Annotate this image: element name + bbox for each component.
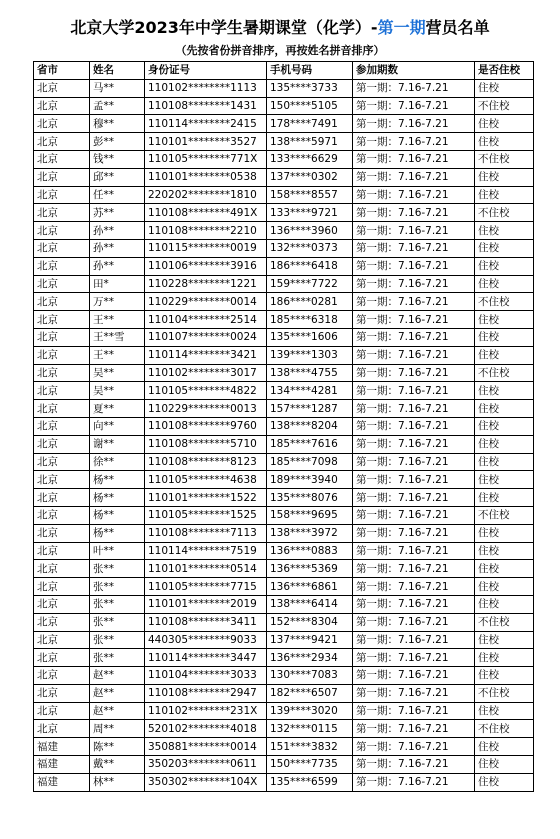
cell-province: 北京 [34, 133, 90, 151]
cell-boarding: 住校 [475, 453, 534, 471]
cell-session: 第一期：7.16-7.21 [353, 649, 475, 667]
table-row [34, 453, 534, 471]
cell-province: 北京 [34, 328, 90, 346]
cell-boarding: 住校 [475, 560, 534, 578]
cell-session: 第一期：7.16-7.21 [353, 773, 475, 791]
table-row [34, 506, 534, 524]
roster-table [33, 61, 534, 792]
table-body [34, 79, 534, 791]
cell-id-number: 110108********1431 [145, 97, 267, 115]
cell-session: 第一期：7.16-7.21 [353, 489, 475, 507]
table-row [34, 346, 534, 364]
cell-boarding: 住校 [475, 168, 534, 186]
cell-name: 田* [90, 275, 145, 293]
cell-name: 万** [90, 293, 145, 311]
cell-province: 北京 [34, 400, 90, 418]
cell-phone: 189****3940 [267, 471, 353, 489]
cell-province: 北京 [34, 506, 90, 524]
cell-boarding: 不住校 [475, 97, 534, 115]
cell-province: 北京 [34, 79, 90, 97]
table-row [34, 293, 534, 311]
cell-id-number: 110101********1522 [145, 489, 267, 507]
cell-name: 谢** [90, 435, 145, 453]
table-header-row [34, 62, 534, 80]
cell-phone: 134****4281 [267, 382, 353, 400]
cell-name: 王** [90, 346, 145, 364]
cell-session: 第一期：7.16-7.21 [353, 595, 475, 613]
cell-session: 第一期：7.16-7.21 [353, 667, 475, 685]
cell-province: 福建 [34, 756, 90, 774]
cell-province: 北京 [34, 346, 90, 364]
cell-phone: 132****0115 [267, 720, 353, 738]
cell-id-number: 110114********3421 [145, 346, 267, 364]
cell-id-number: 110114********3447 [145, 649, 267, 667]
cell-id-number: 110108********5710 [145, 435, 267, 453]
cell-id-number: 110107********0024 [145, 328, 267, 346]
cell-name: 杨** [90, 489, 145, 507]
cell-boarding: 住校 [475, 595, 534, 613]
cell-phone: 152****8304 [267, 613, 353, 631]
cell-id-number: 110101********0538 [145, 168, 267, 186]
cell-boarding: 住校 [475, 756, 534, 774]
table-row [34, 720, 534, 738]
cell-session: 第一期：7.16-7.21 [353, 542, 475, 560]
cell-name: 孙** [90, 222, 145, 240]
cell-session: 第一期：7.16-7.21 [353, 417, 475, 435]
table-row [34, 239, 534, 257]
cell-name: 林** [90, 773, 145, 791]
cell-name: 赵** [90, 702, 145, 720]
cell-name: 苏** [90, 204, 145, 222]
cell-id-number: 110106********3916 [145, 257, 267, 275]
cell-session: 第一期：7.16-7.21 [353, 239, 475, 257]
cell-boarding: 住校 [475, 257, 534, 275]
cell-id-number: 110115********0019 [145, 239, 267, 257]
table-row [34, 382, 534, 400]
cell-session: 第一期：7.16-7.21 [353, 293, 475, 311]
cell-session: 第一期：7.16-7.21 [353, 79, 475, 97]
cell-phone: 138****8204 [267, 417, 353, 435]
cell-boarding: 不住校 [475, 364, 534, 382]
cell-phone: 150****5105 [267, 97, 353, 115]
table-row [34, 756, 534, 774]
table-row [34, 595, 534, 613]
cell-session: 第一期：7.16-7.21 [353, 524, 475, 542]
cell-boarding: 住校 [475, 328, 534, 346]
cell-phone: 136****3960 [267, 222, 353, 240]
cell-boarding: 住校 [475, 133, 534, 151]
cell-session: 第一期：7.16-7.21 [353, 222, 475, 240]
cell-boarding: 住校 [475, 773, 534, 791]
cell-name: 张** [90, 578, 145, 596]
table-row [34, 133, 534, 151]
cell-name: 赵** [90, 667, 145, 685]
cell-id-number: 110229********0014 [145, 293, 267, 311]
cell-id-number: 110108********7113 [145, 524, 267, 542]
document-subtitle: （先按省份拼音排序，再按姓名拼音排序） [175, 44, 385, 57]
cell-id-number: 520102********4018 [145, 720, 267, 738]
document-page [0, 16, 560, 792]
cell-province: 福建 [34, 738, 90, 756]
cell-phone: 185****7098 [267, 453, 353, 471]
cell-phone: 159****7722 [267, 275, 353, 293]
cell-province: 北京 [34, 489, 90, 507]
cell-boarding: 不住校 [475, 293, 534, 311]
cell-name: 陈** [90, 738, 145, 756]
cell-province: 北京 [34, 222, 90, 240]
cell-phone: 151****3832 [267, 738, 353, 756]
cell-province: 北京 [34, 649, 90, 667]
cell-boarding: 住校 [475, 435, 534, 453]
table-row [34, 328, 534, 346]
table-row [34, 631, 534, 649]
cell-id-number: 110228********1221 [145, 275, 267, 293]
header-province: 省市 [34, 62, 90, 80]
cell-province: 北京 [34, 364, 90, 382]
cell-name: 孙** [90, 239, 145, 257]
cell-id-number: 110102********231X [145, 702, 267, 720]
cell-province: 北京 [34, 115, 90, 133]
table-row [34, 578, 534, 596]
cell-boarding: 住校 [475, 79, 534, 97]
table-row [34, 773, 534, 791]
cell-id-number: 110102********3017 [145, 364, 267, 382]
cell-boarding: 住校 [475, 489, 534, 507]
cell-phone: 135****3733 [267, 79, 353, 97]
cell-boarding: 住校 [475, 471, 534, 489]
cell-boarding: 不住校 [475, 684, 534, 702]
header-boarding: 是否住校 [475, 62, 534, 80]
cell-session: 第一期：7.16-7.21 [353, 756, 475, 774]
cell-session: 第一期：7.16-7.21 [353, 346, 475, 364]
cell-province: 北京 [34, 631, 90, 649]
cell-boarding: 住校 [475, 275, 534, 293]
cell-phone: 133****6629 [267, 150, 353, 168]
cell-session: 第一期：7.16-7.21 [353, 578, 475, 596]
cell-phone: 136****0883 [267, 542, 353, 560]
cell-session: 第一期：7.16-7.21 [353, 471, 475, 489]
cell-boarding: 住校 [475, 649, 534, 667]
cell-session: 第一期：7.16-7.21 [353, 328, 475, 346]
table-row [34, 613, 534, 631]
cell-id-number: 350881********0014 [145, 738, 267, 756]
cell-name: 叶** [90, 542, 145, 560]
cell-boarding: 住校 [475, 738, 534, 756]
cell-session: 第一期：7.16-7.21 [353, 311, 475, 329]
cell-province: 北京 [34, 684, 90, 702]
cell-session: 第一期：7.16-7.21 [353, 738, 475, 756]
cell-name: 张** [90, 595, 145, 613]
table-row [34, 738, 534, 756]
cell-province: 北京 [34, 471, 90, 489]
cell-phone: 136****6861 [267, 578, 353, 596]
cell-session: 第一期：7.16-7.21 [353, 720, 475, 738]
cell-province: 北京 [34, 311, 90, 329]
cell-phone: 137****9421 [267, 631, 353, 649]
cell-province: 北京 [34, 204, 90, 222]
cell-boarding: 住校 [475, 667, 534, 685]
cell-province: 北京 [34, 560, 90, 578]
cell-session: 第一期：7.16-7.21 [353, 364, 475, 382]
cell-phone: 139****3020 [267, 702, 353, 720]
cell-name: 徐** [90, 453, 145, 471]
cell-phone: 186****0281 [267, 293, 353, 311]
cell-id-number: 110108********9760 [145, 417, 267, 435]
cell-boarding: 住校 [475, 702, 534, 720]
cell-name: 孙** [90, 257, 145, 275]
cell-id-number: 440305********9033 [145, 631, 267, 649]
cell-province: 北京 [34, 168, 90, 186]
cell-phone: 182****6507 [267, 684, 353, 702]
cell-name: 张** [90, 649, 145, 667]
table-row [34, 115, 534, 133]
cell-name: 邱** [90, 168, 145, 186]
cell-boarding: 不住校 [475, 720, 534, 738]
cell-id-number: 110105********4822 [145, 382, 267, 400]
title-suffix: 营员名单 [425, 18, 490, 37]
cell-session: 第一期：7.16-7.21 [353, 684, 475, 702]
table-row [34, 489, 534, 507]
document-title [0, 16, 560, 40]
cell-province: 北京 [34, 275, 90, 293]
title-prefix: 北京大学2023年中学生暑期课堂（化学）- [70, 18, 378, 37]
cell-name: 王**雪 [90, 328, 145, 346]
cell-boarding: 住校 [475, 417, 534, 435]
cell-session: 第一期：7.16-7.21 [353, 382, 475, 400]
cell-session: 第一期：7.16-7.21 [353, 204, 475, 222]
header-phone: 手机号码 [267, 62, 353, 80]
cell-name: 任** [90, 186, 145, 204]
cell-id-number: 110114********7519 [145, 542, 267, 560]
cell-session: 第一期：7.16-7.21 [353, 560, 475, 578]
table-row [34, 168, 534, 186]
cell-boarding: 不住校 [475, 150, 534, 168]
cell-id-number: 350302********104X [145, 773, 267, 791]
cell-boarding: 不住校 [475, 204, 534, 222]
cell-phone: 138****3972 [267, 524, 353, 542]
cell-boarding: 住校 [475, 186, 534, 204]
cell-province: 北京 [34, 613, 90, 631]
cell-province: 北京 [34, 239, 90, 257]
table-row [34, 649, 534, 667]
cell-province: 北京 [34, 667, 90, 685]
cell-name: 张** [90, 631, 145, 649]
table-row [34, 400, 534, 418]
cell-id-number: 110108********3411 [145, 613, 267, 631]
cell-name: 王** [90, 311, 145, 329]
cell-id-number: 110105********7715 [145, 578, 267, 596]
table-row [34, 150, 534, 168]
table-row [34, 702, 534, 720]
cell-province: 福建 [34, 773, 90, 791]
cell-province: 北京 [34, 702, 90, 720]
cell-id-number: 110105********4638 [145, 471, 267, 489]
cell-name: 穆** [90, 115, 145, 133]
cell-id-number: 110108********491X [145, 204, 267, 222]
header-id-number: 身份证号 [145, 62, 267, 80]
table-row [34, 667, 534, 685]
cell-session: 第一期：7.16-7.21 [353, 435, 475, 453]
title-highlight-session: 第一期 [377, 18, 426, 37]
cell-id-number: 110101********2019 [145, 595, 267, 613]
cell-id-number: 110104********2514 [145, 311, 267, 329]
cell-name: 夏** [90, 400, 145, 418]
cell-boarding: 不住校 [475, 506, 534, 524]
cell-phone: 158****9695 [267, 506, 353, 524]
cell-phone: 138****5971 [267, 133, 353, 151]
cell-id-number: 110105********1525 [145, 506, 267, 524]
cell-phone: 137****0302 [267, 168, 353, 186]
cell-province: 北京 [34, 453, 90, 471]
cell-session: 第一期：7.16-7.21 [353, 400, 475, 418]
table-row [34, 79, 534, 97]
table-row [34, 417, 534, 435]
table-row [34, 311, 534, 329]
cell-phone: 135****8076 [267, 489, 353, 507]
table-row [34, 257, 534, 275]
cell-session: 第一期：7.16-7.21 [353, 115, 475, 133]
cell-id-number: 110108********2210 [145, 222, 267, 240]
table-row [34, 542, 534, 560]
cell-id-number: 110114********2415 [145, 115, 267, 133]
cell-id-number: 110105********771X [145, 150, 267, 168]
table-row [34, 560, 534, 578]
cell-id-number: 110229********0013 [145, 400, 267, 418]
cell-province: 北京 [34, 435, 90, 453]
cell-phone: 136****2934 [267, 649, 353, 667]
cell-phone: 185****7616 [267, 435, 353, 453]
cell-phone: 157****1287 [267, 400, 353, 418]
cell-phone: 132****0373 [267, 239, 353, 257]
cell-province: 北京 [34, 720, 90, 738]
cell-phone: 185****6318 [267, 311, 353, 329]
cell-id-number: 110102********1113 [145, 79, 267, 97]
table-row [34, 471, 534, 489]
cell-phone: 139****1303 [267, 346, 353, 364]
cell-session: 第一期：7.16-7.21 [353, 150, 475, 168]
cell-province: 北京 [34, 382, 90, 400]
table-row [34, 435, 534, 453]
cell-phone: 130****7083 [267, 667, 353, 685]
cell-boarding: 住校 [475, 631, 534, 649]
cell-session: 第一期：7.16-7.21 [353, 702, 475, 720]
cell-id-number: 350203********0611 [145, 756, 267, 774]
cell-province: 北京 [34, 524, 90, 542]
cell-session: 第一期：7.16-7.21 [353, 631, 475, 649]
cell-boarding: 住校 [475, 239, 534, 257]
cell-name: 向** [90, 417, 145, 435]
cell-name: 钱** [90, 150, 145, 168]
table-row [34, 364, 534, 382]
cell-session: 第一期：7.16-7.21 [353, 453, 475, 471]
cell-name: 周** [90, 720, 145, 738]
cell-name: 杨** [90, 506, 145, 524]
cell-phone: 135****6599 [267, 773, 353, 791]
cell-province: 北京 [34, 150, 90, 168]
cell-id-number: 110101********0514 [145, 560, 267, 578]
cell-phone: 135****1606 [267, 328, 353, 346]
header-name: 姓名 [90, 62, 145, 80]
cell-phone: 178****7491 [267, 115, 353, 133]
cell-session: 第一期：7.16-7.21 [353, 97, 475, 115]
cell-name: 杨** [90, 471, 145, 489]
cell-id-number: 110101********3527 [145, 133, 267, 151]
cell-phone: 150****7735 [267, 756, 353, 774]
cell-name: 马** [90, 79, 145, 97]
cell-session: 第一期：7.16-7.21 [353, 257, 475, 275]
table-row [34, 204, 534, 222]
cell-boarding: 住校 [475, 524, 534, 542]
table-row [34, 186, 534, 204]
cell-name: 张** [90, 613, 145, 631]
cell-province: 北京 [34, 578, 90, 596]
cell-phone: 138****4755 [267, 364, 353, 382]
cell-session: 第一期：7.16-7.21 [353, 613, 475, 631]
cell-province: 北京 [34, 257, 90, 275]
cell-session: 第一期：7.16-7.21 [353, 275, 475, 293]
cell-name: 彭** [90, 133, 145, 151]
table-row [34, 524, 534, 542]
cell-session: 第一期：7.16-7.21 [353, 133, 475, 151]
cell-province: 北京 [34, 542, 90, 560]
table-row [34, 275, 534, 293]
cell-boarding: 不住校 [475, 613, 534, 631]
cell-name: 杨** [90, 524, 145, 542]
cell-session: 第一期：7.16-7.21 [353, 168, 475, 186]
cell-phone: 186****6418 [267, 257, 353, 275]
cell-province: 北京 [34, 417, 90, 435]
cell-id-number: 220202********1810 [145, 186, 267, 204]
cell-province: 北京 [34, 293, 90, 311]
cell-boarding: 住校 [475, 311, 534, 329]
cell-boarding: 住校 [475, 115, 534, 133]
cell-id-number: 110108********8123 [145, 453, 267, 471]
cell-id-number: 110104********3033 [145, 667, 267, 685]
cell-boarding: 住校 [475, 346, 534, 364]
cell-session: 第一期：7.16-7.21 [353, 186, 475, 204]
cell-boarding: 住校 [475, 222, 534, 240]
cell-phone: 133****9721 [267, 204, 353, 222]
cell-name: 赵** [90, 684, 145, 702]
table-row [34, 222, 534, 240]
cell-phone: 136****5369 [267, 560, 353, 578]
cell-id-number: 110108********2947 [145, 684, 267, 702]
cell-phone: 158****8557 [267, 186, 353, 204]
cell-name: 张** [90, 560, 145, 578]
cell-boarding: 住校 [475, 578, 534, 596]
header-session: 参加期数 [353, 62, 475, 80]
cell-boarding: 住校 [475, 542, 534, 560]
cell-province: 北京 [34, 595, 90, 613]
cell-province: 北京 [34, 186, 90, 204]
cell-session: 第一期：7.16-7.21 [353, 506, 475, 524]
cell-boarding: 住校 [475, 382, 534, 400]
cell-name: 吴** [90, 382, 145, 400]
table-row [34, 97, 534, 115]
cell-phone: 138****6414 [267, 595, 353, 613]
cell-boarding: 住校 [475, 400, 534, 418]
cell-province: 北京 [34, 97, 90, 115]
cell-name: 吴** [90, 364, 145, 382]
cell-name: 孟** [90, 97, 145, 115]
table-row [34, 684, 534, 702]
cell-name: 戴** [90, 756, 145, 774]
